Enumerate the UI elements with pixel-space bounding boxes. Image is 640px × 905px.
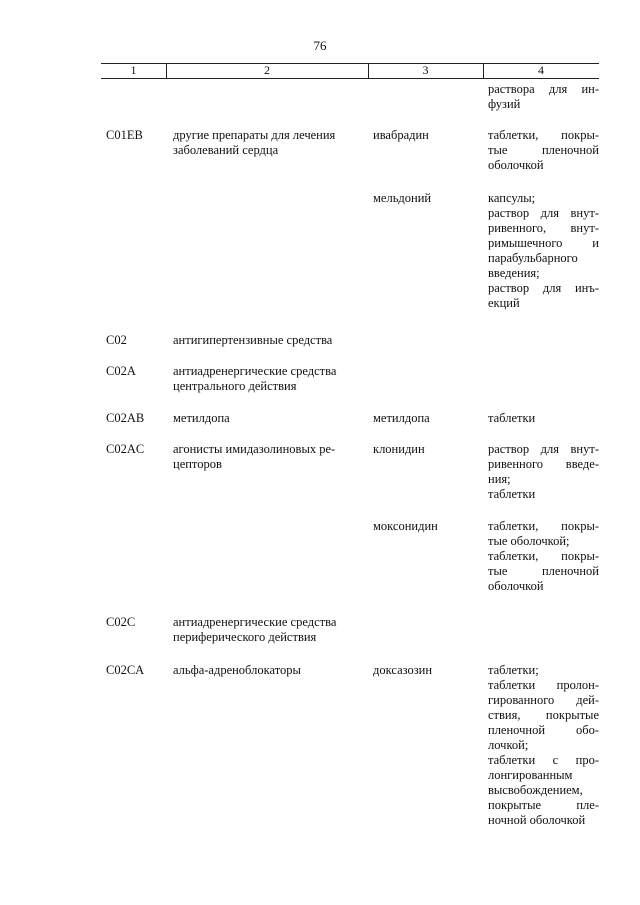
- atc-code: C02A: [106, 364, 136, 378]
- group-name: антигипертензивные средства: [173, 333, 333, 347]
- group-name: другие препараты для лечения заболеваний сердца: [173, 128, 336, 157]
- atc-code: C02AC: [106, 442, 145, 456]
- form-cell: таблетки; таблетки пролон- гированного дей- ствия, покрытые пленочной обо- лочкой; таблетки с про- лонгированным высвобождением, покрытые пле- ночной оболочкой: [488, 663, 599, 827]
- drug-name: мельдоний: [373, 191, 432, 205]
- table-header: [101, 63, 599, 79]
- atc-code: C02CA: [106, 663, 145, 677]
- group-name: агонисты имидазолиновых ре- цепторов: [173, 442, 336, 471]
- drug-name: моксонидин: [373, 519, 438, 533]
- atc-code: C02C: [106, 615, 136, 629]
- group-name: альфа-адреноблокаторы: [173, 663, 301, 677]
- form-cell: раствор для внут- ривенного введе- ния; таблетки: [488, 442, 599, 501]
- header-col-3: 3: [422, 63, 429, 77]
- header-col-4: 4: [538, 63, 544, 77]
- form-cell: таблетки, покры- тые пленочной оболочкой: [488, 128, 599, 172]
- form-cell: таблетки, покры- тые оболочкой; таблетки, покры- тые пленочной оболочкой: [488, 519, 599, 593]
- atc-code: C02: [106, 333, 127, 347]
- group-name: антиадренергические средства центрального действия: [173, 364, 337, 393]
- atc-code: C02AB: [106, 411, 145, 425]
- form-cell: раствора для ин- фузий: [488, 82, 599, 111]
- group-name: антиадренергические средства периферического действия: [173, 615, 337, 644]
- drug-name: доксазозин: [373, 663, 433, 677]
- drug-name: ивабрадин: [373, 128, 429, 142]
- form-cell: капсулы; раствор для внут- ривенного, внут- римышечного и парабульбарного введения; раствор для инъ- екций: [488, 191, 599, 310]
- header-col-2: 2: [264, 63, 270, 77]
- drug-name: клонидин: [373, 442, 425, 456]
- header-col-1: 1: [130, 63, 137, 77]
- drug-name: метилдопа: [373, 411, 430, 425]
- group-name: метилдопа: [173, 411, 230, 425]
- form-cell: таблетки: [488, 411, 536, 425]
- atc-code: C01EB: [106, 128, 143, 142]
- page-number: 76: [313, 38, 327, 53]
